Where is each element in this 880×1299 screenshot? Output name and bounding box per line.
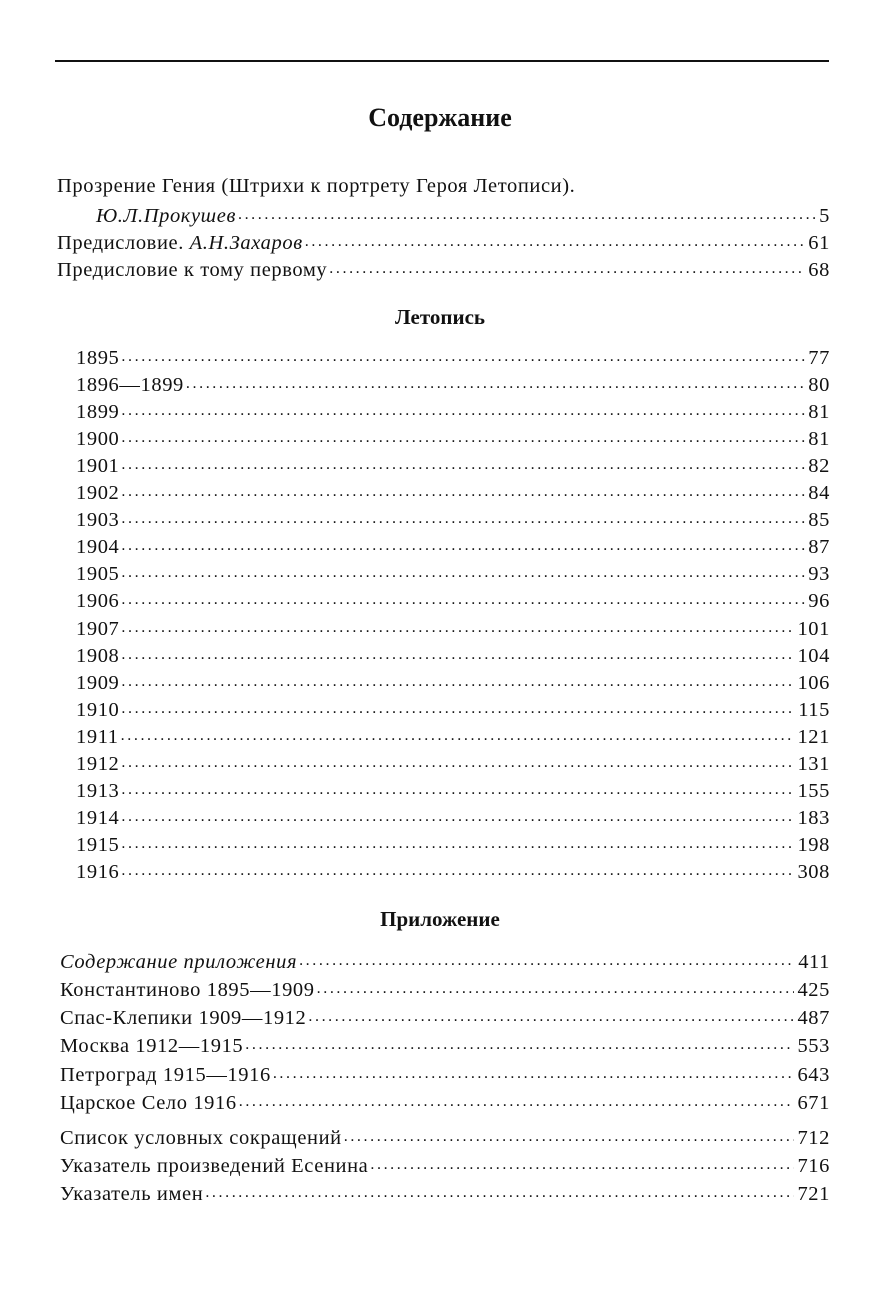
toc-entry-year[interactable]	[76, 614, 830, 641]
dot-leader	[121, 831, 794, 852]
toc-page-number: 115	[798, 698, 830, 721]
toc-entry-label: Москва 1912—1915	[60, 1035, 244, 1058]
toc-page-number: 85	[808, 509, 830, 532]
toc-entry-label: 1915	[76, 834, 120, 857]
toc-entry-appendix[interactable]	[60, 1004, 830, 1031]
toc-page-number: 411	[798, 950, 830, 973]
toc-entry-year[interactable]	[76, 831, 830, 858]
toc-page-number: 101	[797, 617, 830, 640]
toc-entry-label: 1912	[76, 753, 120, 775]
toc-page-number: 81	[808, 427, 830, 450]
dot-leader	[121, 695, 795, 716]
toc-entry-appendix[interactable]	[60, 1089, 830, 1116]
toc-entry-label: Список условных сокращений	[60, 1126, 342, 1149]
toc-page-number: 721	[797, 1182, 830, 1205]
toc-entry-label	[57, 232, 303, 255]
dot-leader	[121, 668, 794, 689]
toc-entry-label: 1907	[76, 617, 120, 640]
dot-leader	[121, 560, 805, 581]
dot-leader	[370, 1151, 794, 1172]
toc-entry-year[interactable]	[76, 587, 830, 614]
dot-leader	[121, 479, 805, 500]
toc-entry-index[interactable]	[60, 1179, 830, 1206]
dot-leader	[317, 975, 795, 996]
toc-entry-index[interactable]	[60, 1151, 830, 1178]
toc-entry-year[interactable]	[76, 424, 830, 451]
toc-entry-prologue[interactable]	[96, 201, 830, 228]
toc-entry-label: 1896—1899	[76, 373, 184, 396]
toc-entry-appendix[interactable]	[60, 1032, 830, 1059]
toc-entry-label: Петроград 1915—1916	[60, 1063, 271, 1086]
toc-page-number: 716	[797, 1154, 830, 1177]
toc-page-number: 81	[808, 400, 830, 423]
toc-entry-year[interactable]	[76, 506, 830, 533]
dot-leader	[121, 804, 794, 825]
toc-entry-preface-volume1[interactable]	[57, 255, 830, 282]
toc-entry-appendix[interactable]	[60, 1060, 830, 1087]
toc-entry-label: Царское Село 1916	[60, 1092, 237, 1114]
toc-entry-label: Предисловие к тому первому	[57, 258, 328, 281]
page-title: Содержание	[368, 103, 512, 132]
toc-page-number: 82	[808, 454, 830, 477]
toc-entry-year[interactable]	[76, 668, 830, 695]
toc-page-number: 671	[797, 1092, 830, 1114]
dot-leader	[121, 777, 794, 798]
toc-entry-label: 1900	[76, 427, 120, 450]
toc-entry-label: 1911	[76, 725, 119, 748]
toc-entry-label: 1899	[76, 400, 120, 423]
toc-page-number: 553	[797, 1035, 830, 1058]
dot-leader	[121, 343, 805, 364]
toc-page-number: 155	[797, 780, 830, 803]
toc-entry-year[interactable]	[76, 479, 830, 506]
toc-entry-year[interactable]	[76, 695, 830, 722]
toc-page-number: 121	[797, 725, 830, 748]
toc-page-number: 643	[797, 1063, 830, 1086]
toc-page-number: 712	[797, 1126, 830, 1149]
dot-leader	[238, 201, 816, 222]
dot-leader	[121, 506, 805, 527]
section-heading-chronicle: Летопись	[395, 305, 485, 329]
dot-leader	[344, 1123, 795, 1144]
toc-entry-year[interactable]	[76, 858, 830, 885]
toc-entry-label: Указатель произведений Есенина	[60, 1154, 369, 1177]
toc-page-number: 61	[808, 231, 830, 254]
toc-page-number: 96	[808, 590, 830, 613]
toc-entry-year[interactable]	[76, 777, 830, 804]
dot-leader	[121, 533, 805, 554]
toc-page-number: 93	[808, 563, 830, 586]
section-heading-appendix: Приложение	[380, 907, 500, 931]
toc-entry-year[interactable]	[76, 370, 830, 397]
toc-page-number: 131	[797, 753, 830, 775]
toc-entry-label: 1909	[76, 671, 120, 694]
dot-leader	[121, 722, 795, 743]
toc-entry-label: 1916	[76, 861, 120, 884]
toc-entry-label: 1895	[76, 346, 120, 369]
dot-leader	[245, 1032, 794, 1053]
toc-page-number: 198	[797, 834, 830, 857]
preface-label: Предисловие.	[57, 231, 184, 254]
toc-page-number: 183	[797, 807, 830, 830]
dot-leader	[121, 750, 794, 771]
toc-page-number: 77	[808, 346, 830, 369]
toc-page-number: 84	[808, 482, 830, 504]
dot-leader	[121, 451, 805, 472]
toc-entry-year[interactable]	[76, 750, 830, 777]
toc-entry-year[interactable]	[76, 641, 830, 668]
toc-entry-label: Спас-Клепики 1909—1912	[60, 1007, 307, 1030]
toc-page-number: 80	[808, 373, 830, 396]
toc-entry-year[interactable]	[76, 343, 830, 370]
dot-leader	[305, 228, 806, 249]
toc-entry-label: 1903	[76, 509, 120, 532]
dot-leader	[186, 370, 805, 391]
toc-entry-appendix[interactable]	[60, 947, 830, 974]
toc-page-number: 106	[797, 671, 830, 694]
toc-entry-label: 1905	[76, 563, 120, 586]
toc-entry-label: 1910	[76, 698, 120, 721]
toc-entry-label: 1914	[76, 807, 120, 830]
toc-entry-author: Ю.Л.Прокушев	[96, 204, 236, 227]
toc-entry-index[interactable]	[60, 1123, 830, 1150]
top-rule	[55, 60, 829, 62]
toc-page-number: 487	[797, 1007, 830, 1030]
dot-leader	[308, 1004, 794, 1025]
toc-entry-label: 1908	[76, 644, 120, 667]
toc-entry-label: 1906	[76, 590, 120, 613]
toc-entry-label: Константиново 1895—1909	[60, 978, 315, 1001]
dot-leader	[121, 397, 805, 418]
dot-leader	[239, 1089, 795, 1110]
dot-leader	[121, 424, 805, 445]
toc-entry-preface[interactable]	[57, 228, 830, 255]
toc-entry-year[interactable]	[76, 451, 830, 478]
toc-page-number: 104	[797, 644, 830, 667]
dot-leader	[299, 947, 795, 968]
dot-leader	[121, 858, 794, 879]
toc-entry-label: 1902	[76, 482, 120, 504]
toc-entry-year[interactable]	[76, 804, 830, 831]
toc-entry-year[interactable]	[76, 560, 830, 587]
toc-entry-label: 1901	[76, 454, 120, 477]
toc-entry-year[interactable]	[76, 533, 830, 560]
toc-entry-year[interactable]	[76, 722, 830, 749]
dot-leader	[121, 587, 805, 608]
toc-entry-label: Содержание приложения	[60, 950, 298, 973]
dot-leader	[273, 1060, 795, 1081]
toc-entry-label: 1904	[76, 536, 120, 559]
dot-leader	[329, 255, 805, 276]
dot-leader	[121, 614, 794, 635]
toc-entry-label: 1913	[76, 780, 120, 803]
toc-page-number: 68	[808, 258, 830, 281]
toc-page-number: 425	[797, 978, 830, 1001]
toc-entry-year[interactable]	[76, 397, 830, 424]
toc-page-number: 5	[819, 204, 830, 227]
toc-page-number: 308	[797, 861, 830, 884]
toc-entry-label: Указатель имен	[60, 1182, 204, 1205]
dot-leader	[205, 1179, 794, 1200]
toc-entry-author: А.Н.Захаров	[189, 231, 303, 254]
toc-entry-appendix[interactable]	[60, 975, 830, 1002]
toc-page-number: 87	[808, 536, 830, 559]
toc-entry-prologue-title: Прозрение Гения (Штрихи к портрету Героя Летописи).	[57, 175, 576, 197]
dot-leader	[121, 641, 794, 662]
